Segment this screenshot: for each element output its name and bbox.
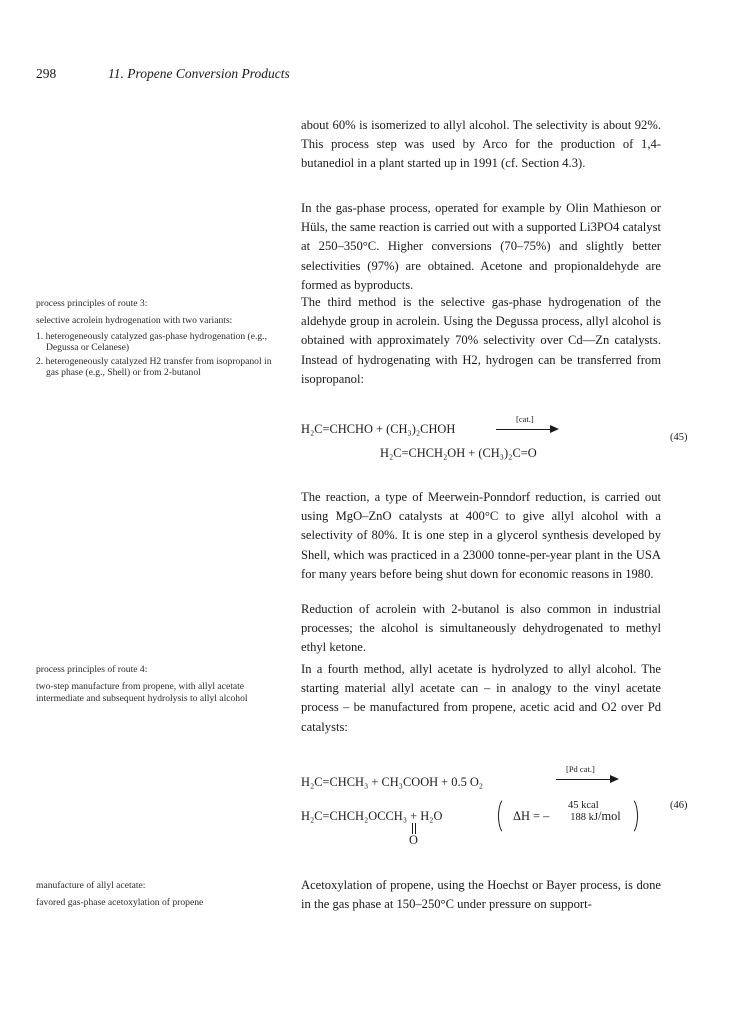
sidenote-route3-item-2: 2. heterogeneously catalyzed H2 transfer from isopropanol in gas phase (e.g., Shell) or from 2-butanol bbox=[36, 355, 272, 379]
eq45-arrow bbox=[496, 414, 560, 434]
sidenote-route3-desc: selective acrolein hydrogenation with two variants: bbox=[36, 315, 233, 327]
sidenote-route4-desc: two-step manufacture from propene, with allyl acetate intermediate and subsequent hydrolysis to allyl alcohol bbox=[36, 681, 248, 704]
eq45-number: (45) bbox=[670, 432, 688, 443]
eq46-products: H₂C=CHCH₂OCCH₃ + H₂O bbox=[301, 809, 443, 823]
eq45-products: H₂C=CHCH₂OH + (CH₃)₂C=O bbox=[380, 446, 537, 460]
eq45-reactants: H₂C=CHCHO + (CH₃)₂CHOH bbox=[301, 422, 456, 436]
sidenote-allyl-acetate bbox=[36, 880, 274, 909]
chapter-title: 11. Propene Conversion Products bbox=[108, 66, 290, 81]
paragraph-6: In a fourth method, allyl acetate is hydrolyzed to allyl alcohol. The starting material allyl acetate can – in analogy to the vinyl acetate process – be manufactured from propene, acetic acid and O2 over Pd catalysts: bbox=[301, 662, 661, 734]
sidenote-route3-item-1: 1. heterogeneously catalyzed gas-phase hydrogenation (e.g., Degussa or Celanese) bbox=[36, 330, 267, 354]
eq46-catalyst: [Pd cat.] bbox=[566, 764, 595, 774]
sidenote-route4 bbox=[36, 664, 274, 704]
paragraph-4: The reaction, a type of Meerwein-Ponndorf reduction, is carried out using MgO–ZnO catalysts at 400°C to give allyl alcohol with a selectivity of 80%. It is one step in a glycerol synthesis developed by Shell, which was practiced in a 23000 tonne-per-year plant in the USA for many years before being shut down for economic reasons in 1980. bbox=[301, 490, 661, 581]
sidenote-route4-title: process principles of route 4: bbox=[36, 664, 148, 675]
eq46-carbonyl-oxygen: O bbox=[409, 833, 418, 847]
sidenote-allyl-acetate-desc: favored gas-phase acetoxylation of propene bbox=[36, 897, 204, 909]
eq46-enthalpy-kcal: 45 kcal bbox=[568, 800, 599, 811]
eq46-right-paren bbox=[622, 797, 638, 835]
paragraph-5: Reduction of acrolein with 2-butanol is also common in industrial processes; the alcohol is simultaneously dehydrogenated to methyl ethyl ketone. bbox=[301, 602, 661, 655]
sidenote-route3 bbox=[36, 298, 274, 378]
eq46-enthalpy-label: ΔH = – bbox=[513, 809, 550, 823]
page-header bbox=[36, 66, 290, 82]
sidenote-allyl-acetate-title: manufacture of allyl acetate: bbox=[36, 880, 146, 891]
eq46-number: (46) bbox=[670, 800, 688, 811]
eq46-enthalpy-kj: 188 kJ bbox=[570, 812, 598, 823]
paragraph-3: The third method is the selective gas-phase hydrogenation of the aldehyde group in acrolein. Using the Degussa process, allyl alcohol is obtained with approximately 70% selectivity over Cd—Zn catalysts. Instead of hydrogenating with H2, hydrogen can be transferred from isopropanol: bbox=[301, 295, 661, 386]
paragraph-1: about 60% is isomerized to allyl alcohol. The selectivity is about 92%. This process step was used by Arco for the production of 1,4-butanediol in a plant started up in 1991 (cf. Section 4.3). bbox=[301, 118, 661, 171]
sidenote-route3-title: process principles of route 3: bbox=[36, 298, 148, 309]
eq46-reactants: H₂C=CHCH₃ + CH₃COOH + 0.5 O₂ bbox=[301, 775, 484, 789]
page-number: 298 bbox=[36, 66, 57, 81]
paragraph-2: In the gas-phase process, operated for example by Olin Mathieson or Hüls, the same reaction is carried out with a supported Li3PO4 catalyst at 250–350°C. Higher conversions (70–75%) and slightly better selectivities (97%) are obtained. Acetone and propionaldehyde are formed as byproducts. bbox=[301, 201, 661, 292]
eq46-enthalpy-unit: /mol bbox=[598, 809, 621, 823]
eq46-left-paren bbox=[498, 797, 514, 835]
eq45-catalyst: [cat.] bbox=[516, 414, 534, 424]
paragraph-7: Acetoxylation of propene, using the Hoechst or Bayer process, is done in the gas phase at 150–250°C under pressure on support- bbox=[301, 878, 661, 912]
eq46-arrow bbox=[556, 764, 620, 784]
